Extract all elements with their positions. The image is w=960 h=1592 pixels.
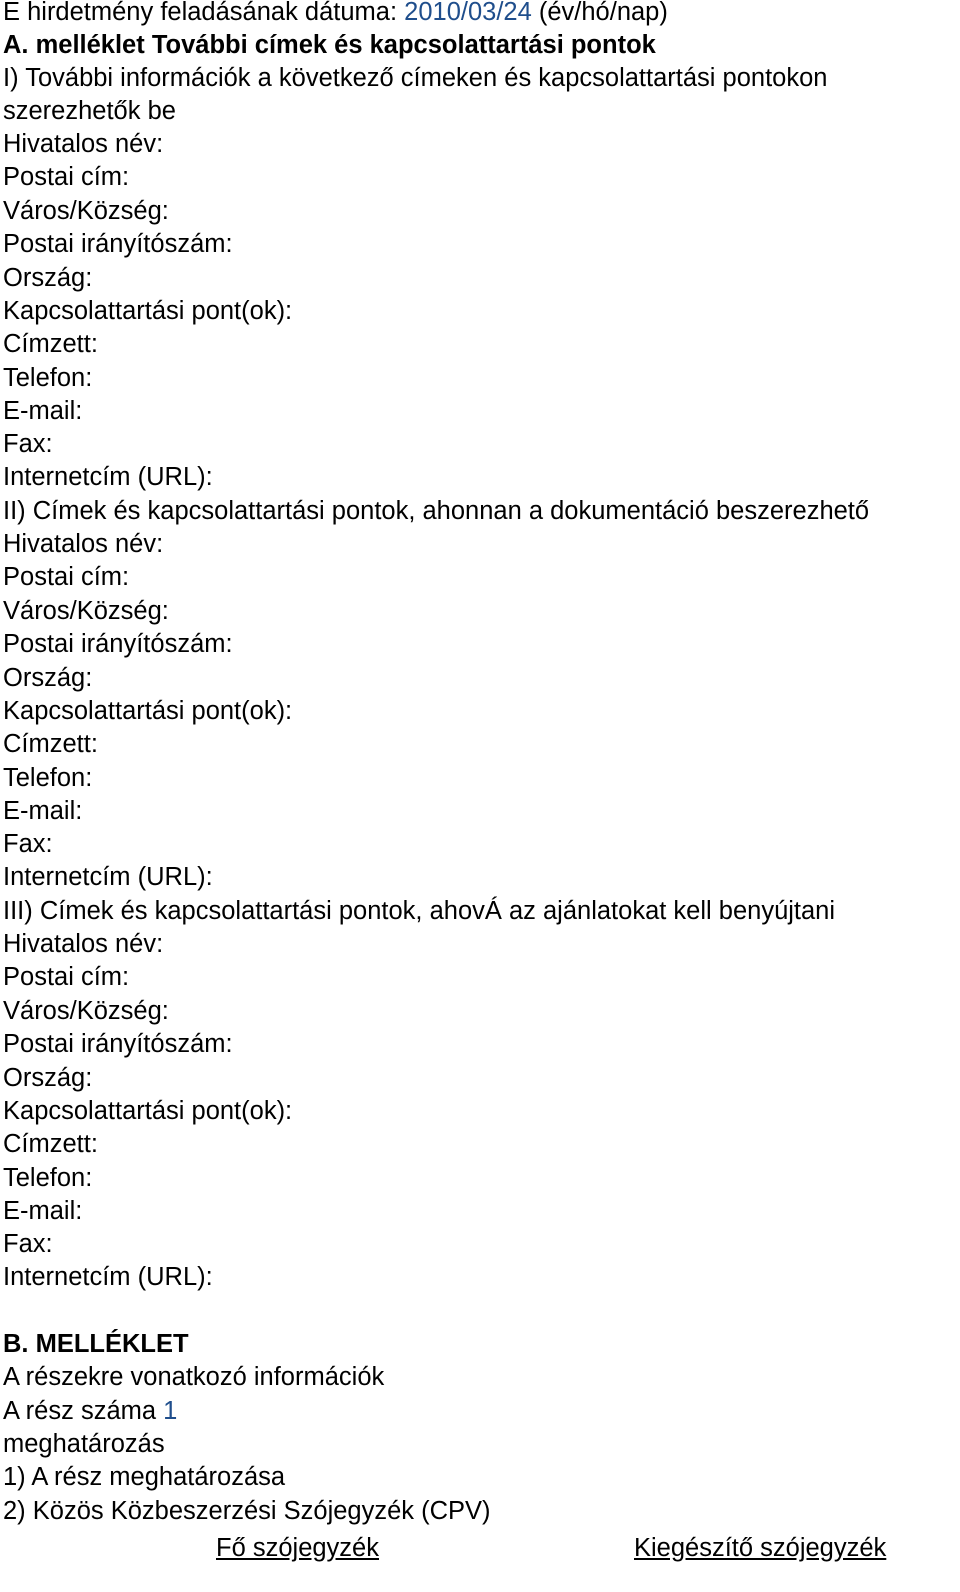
supplementary-vocabulary-heading: Kiegészítő szójegyzék <box>634 1534 887 1562</box>
field-postal-address: Postai cím: <box>3 563 130 591</box>
part-number-line <box>3 1395 177 1428</box>
field-url: Internetcím (URL): <box>3 1263 213 1291</box>
field-city: Város/Község: <box>3 597 169 625</box>
field-phone: Telefon: <box>3 1164 93 1192</box>
part-definition-item: 1) A rész meghatározása <box>3 1463 286 1491</box>
field-phone: Telefon: <box>3 364 93 392</box>
field-fax: Fax: <box>3 830 53 858</box>
publication-date-value: 2010/03/24 <box>404 0 532 26</box>
publication-date-label: E hirdetmény feladásának dátuma: <box>3 0 405 26</box>
field-email: E-mail: <box>3 797 83 825</box>
field-addressee: Címzett: <box>3 730 98 758</box>
field-contact-points: Kapcsolattartási pont(ok): <box>3 297 293 325</box>
part-number-label: A rész száma <box>3 1397 164 1425</box>
section-1-title-cont: szerezhetők be <box>3 97 176 125</box>
annex-b-title: B. MELLÉKLET <box>3 1330 189 1358</box>
field-postal-code: Postai irányítószám: <box>3 1030 233 1058</box>
part-number-value: 1 <box>163 1397 178 1425</box>
field-addressee: Címzett: <box>3 330 98 358</box>
annex-b-subtitle: A részekre vonatkozó információk <box>3 1363 385 1391</box>
field-postal-code: Postai irányítószám: <box>3 230 233 258</box>
publication-date-format: (év/hó/nap) <box>531 0 668 26</box>
field-country: Ország: <box>3 664 93 692</box>
field-city: Város/Község: <box>3 197 169 225</box>
field-email: E-mail: <box>3 397 83 425</box>
field-fax: Fax: <box>3 1230 53 1258</box>
field-addressee: Címzett: <box>3 1130 98 1158</box>
definition-label: meghatározás <box>3 1430 165 1458</box>
field-official-name: Hivatalos név: <box>3 530 164 558</box>
field-city: Város/Község: <box>3 997 169 1025</box>
section-2-title: II) Címek és kapcsolattartási pontok, ahonnan a dokumentáció beszerezhető <box>3 497 870 525</box>
cpv-item: 2) Közös Közbeszerzési Szójegyzék (CPV) <box>3 1497 491 1525</box>
main-vocabulary-heading: Fő szójegyzék <box>216 1534 379 1562</box>
field-official-name: Hivatalos név: <box>3 130 164 158</box>
field-fax: Fax: <box>3 430 53 458</box>
section-3-title: III) Címek és kapcsolattartási pontok, ahovÁ az ajánlatokat kell benyújtani <box>3 897 836 925</box>
field-postal-address: Postai cím: <box>3 963 130 991</box>
field-country: Ország: <box>3 1064 93 1092</box>
field-postal-code: Postai irányítószám: <box>3 630 233 658</box>
field-contact-points: Kapcsolattartási pont(ok): <box>3 1097 293 1125</box>
publication-date-line <box>3 0 668 29</box>
field-url: Internetcím (URL): <box>3 463 213 491</box>
field-url: Internetcím (URL): <box>3 863 213 891</box>
field-contact-points: Kapcsolattartási pont(ok): <box>3 697 293 725</box>
field-country: Ország: <box>3 264 93 292</box>
field-phone: Telefon: <box>3 764 93 792</box>
section-1-title: I) További információk a következő címeken és kapcsolattartási pontokon <box>3 64 828 92</box>
field-postal-address: Postai cím: <box>3 163 130 191</box>
field-email: E-mail: <box>3 1197 83 1225</box>
annex-a-title: A. melléklet További címek és kapcsolattartási pontok <box>3 31 656 59</box>
field-official-name: Hivatalos név: <box>3 930 164 958</box>
